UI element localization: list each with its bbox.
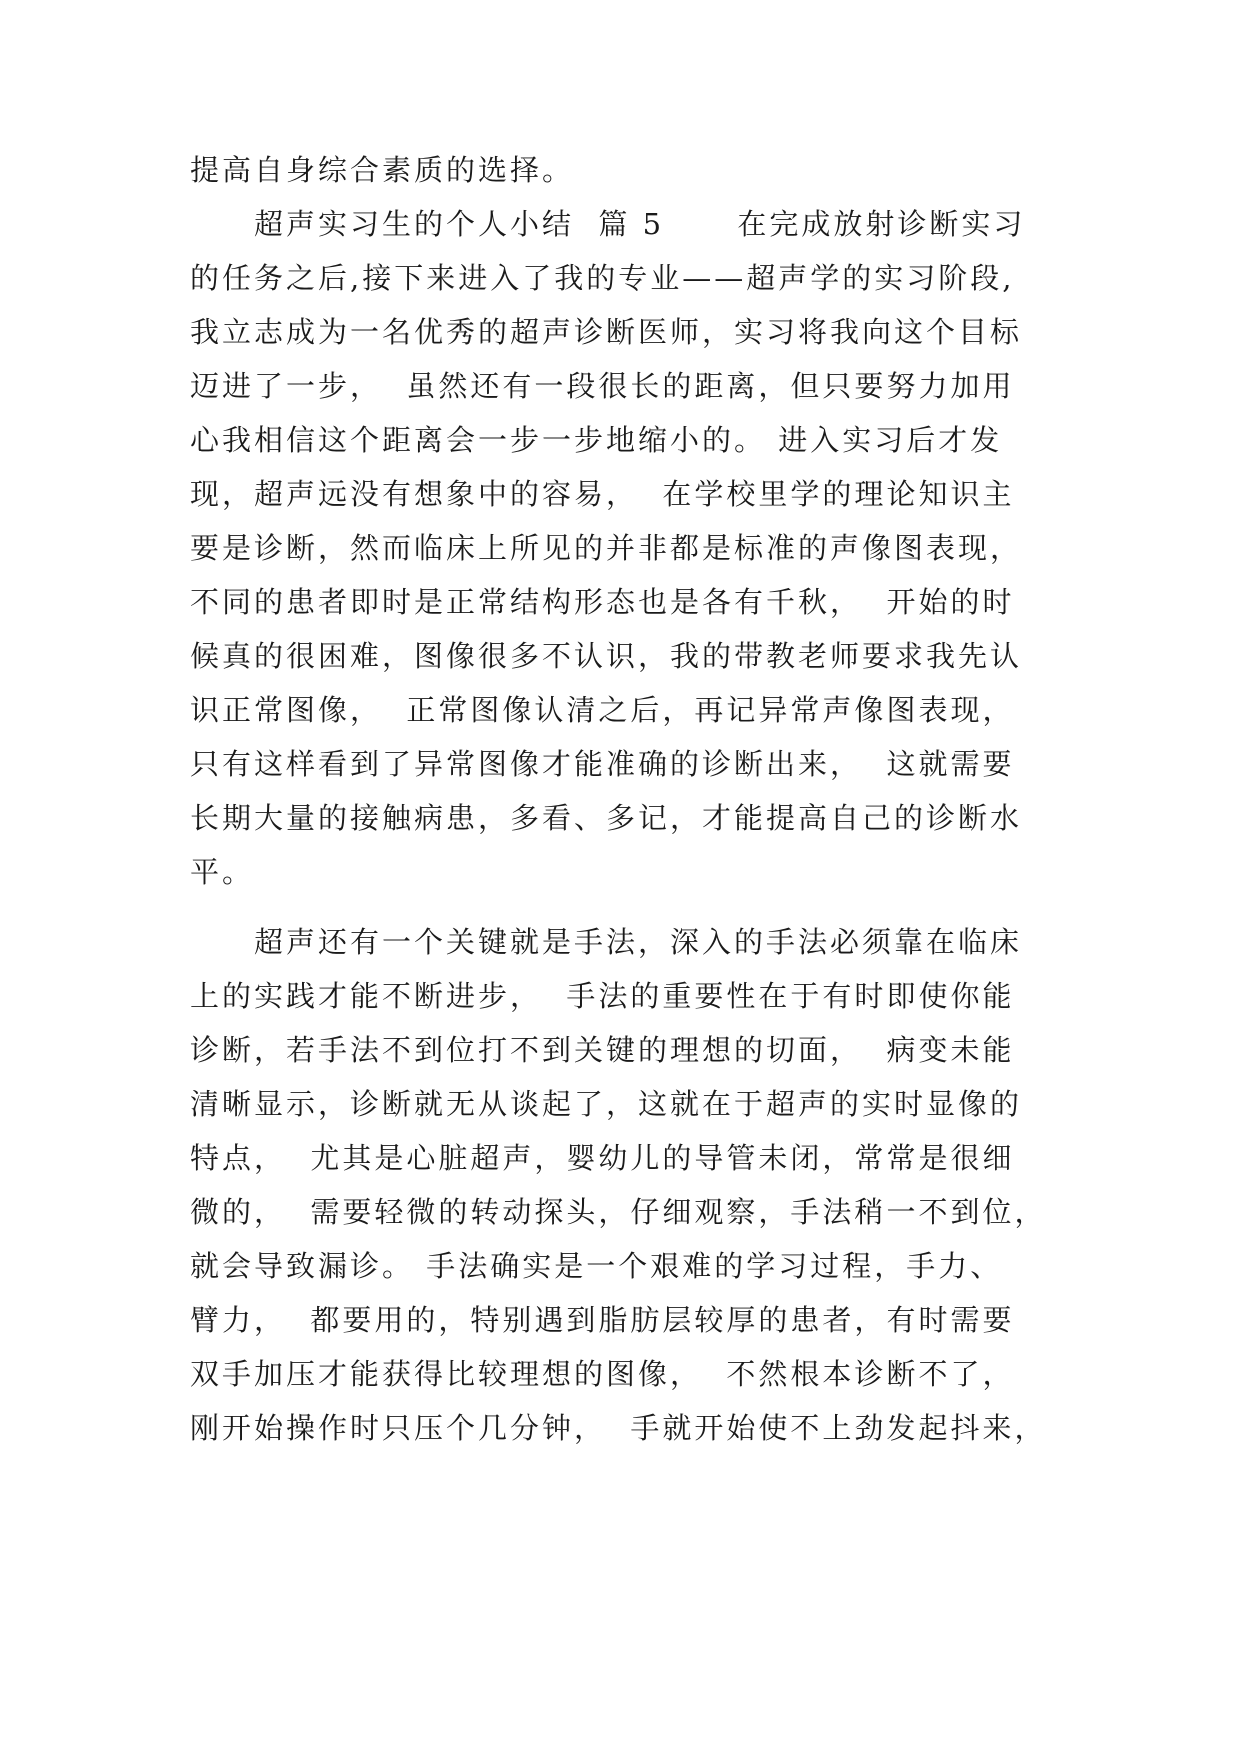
text-line: 臂力， 都要用的，特别遇到脂肪层较厚的患者，有时需要: [190, 1303, 1015, 1337]
text-line: 不同的患者即时是正常结构形态也是各有千秋， 开始的时: [190, 585, 1015, 619]
text-line: 提高自身综合素质的选择。: [190, 153, 575, 187]
text-line: 双手加压才能获得比较理想的图像， 不然根本诊断不了，: [190, 1357, 1015, 1391]
text-line: 就会导致漏诊。 手法确实是一个艰难的学习过程，手力、: [190, 1249, 1003, 1283]
text-line: 我立志成为一名优秀的超声诊断医师，实习将我向这个目标: [190, 315, 1023, 349]
text-line: 只有这样看到了异常图像才能准确的诊断出来， 这就需要: [190, 747, 1015, 781]
text-line: 微的， 需要轻微的转动探头，仔细观察，手法稍一不到位，: [190, 1195, 1047, 1229]
text-line: 平。: [190, 855, 255, 889]
text-line: 长期大量的接触病患，多看、多记，才能提高自己的诊断水: [190, 801, 1023, 835]
text-line: 现，超声远没有想象中的容易， 在学校里学的理论知识主: [190, 477, 1015, 511]
text-line: 候真的很困难，图像很多不认识，我的带教老师要求我先认: [190, 639, 1023, 673]
text-line: 清晰显示，诊断就无从谈起了，这就在于超声的实时显像的: [190, 1087, 1023, 1121]
text-line: 上的实践才能不断进步， 手法的重要性在于有时即使你能: [190, 979, 1015, 1013]
text-line: 心我相信这个距离会一步一步地缩小的。 进入实习后才发: [190, 423, 1003, 457]
text-line: 超声实习生的个人小结 篇 5 在完成放射诊断实习: [254, 207, 1026, 241]
text-line: 的任务之后,接下来进入了我的专业——超声学的实习阶段,: [190, 261, 1015, 295]
text-line: 诊断，若手法不到位打不到关键的理想的切面， 病变未能: [190, 1033, 1015, 1067]
text-line: 刚开始操作时只压个几分钟， 手就开始使不上劲发起抖来，: [190, 1411, 1047, 1445]
text-line: 超声还有一个关键就是手法，深入的手法必须靠在临床: [254, 925, 1023, 959]
text-line: 识正常图像， 正常图像认清之后，再记异常声像图表现，: [190, 693, 1015, 727]
text-line: 要是诊断，然而临床上所见的并非都是标准的声像图表现，: [190, 531, 1023, 565]
text-line: 迈进了一步， 虽然还有一段很长的距离，但只要努力加用: [190, 369, 1015, 403]
text-line: 特点， 尤其是心脏超声，婴幼儿的导管未闭，常常是很细: [190, 1141, 1015, 1175]
